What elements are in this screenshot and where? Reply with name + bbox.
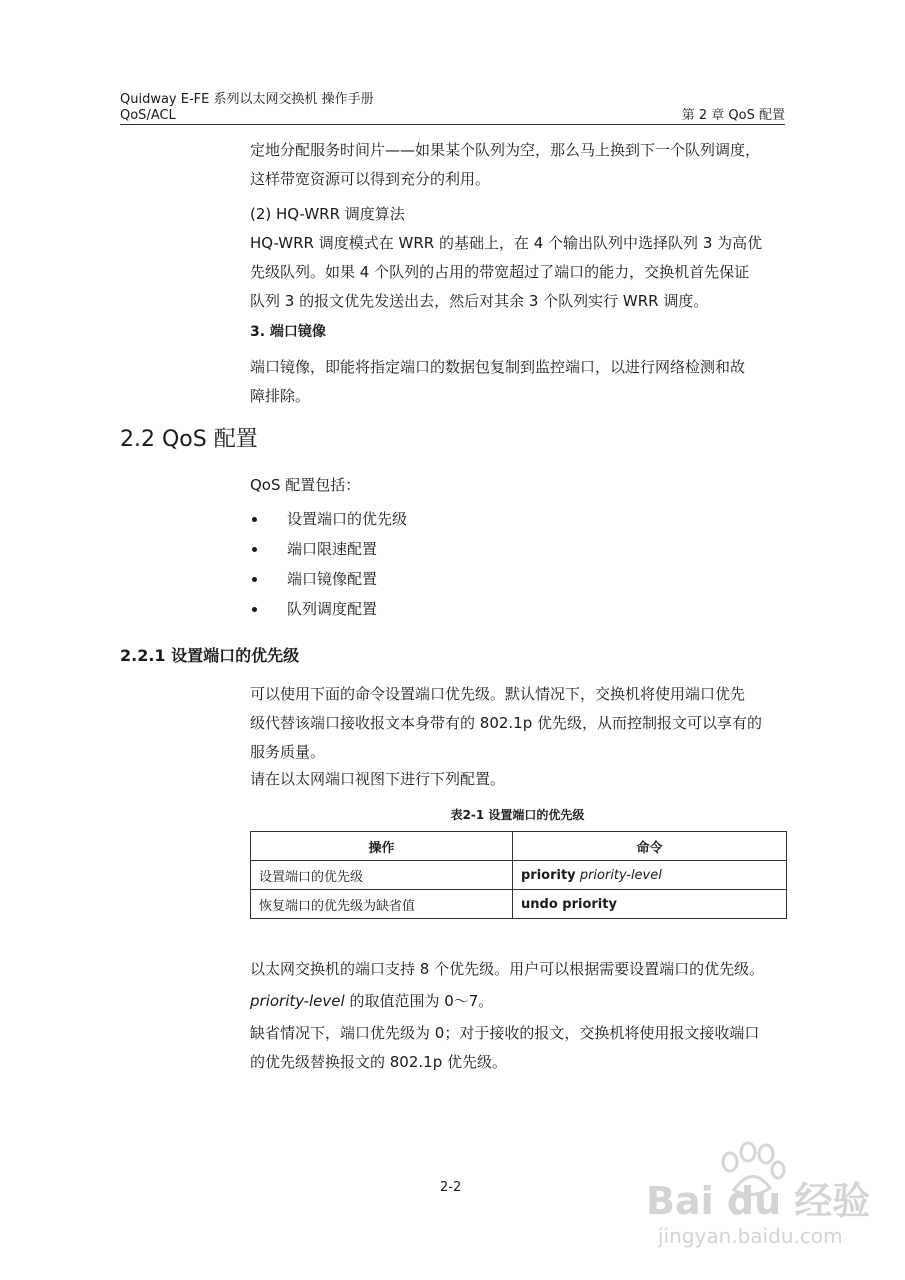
- paragraph-2-line-2: 先级队列。如果 4 个队列的占用的带宽超过了端口的能力，交换机首先保证: [250, 263, 750, 281]
- list-item: [250, 539, 377, 559]
- subsection-heading: 2.2.1 设置端口的优先级: [120, 646, 300, 665]
- paragraph-4-line-1: 可以使用下面的命令设置端口优先级。默认情况下，交换机将使用端口优先: [250, 685, 746, 703]
- paragraph-1-line-1: 定地分配服务时间片——如果某个队列为空，那么马上换到下一个队列调度，: [250, 141, 761, 159]
- section-heading: 2.2 QoS 配置: [120, 427, 258, 452]
- paragraph-2-line-1: HQ-WRR 调度模式在 WRR 的基础上，在 4 个输出队列中选择队列 3 为高优: [250, 234, 763, 252]
- watermark: [640, 1140, 880, 1260]
- table-header-command: 命令: [513, 832, 787, 861]
- command-keyword: priority: [521, 867, 576, 883]
- bullet-dot-icon: [252, 577, 257, 582]
- watermark-brand: Bai du 经验: [646, 1179, 871, 1223]
- paragraph-8-line-1: 缺省情况下，端口优先级为 0；对于接收的报文，交换机将使用报文接收端口: [250, 1024, 760, 1042]
- bullet-dot-icon: [252, 607, 257, 612]
- watermark-url: jingyan.baidu.com: [658, 1224, 843, 1248]
- paragraph-1-line-2: 这样带宽资源可以得到充分的利用。: [250, 170, 491, 188]
- paragraph-2-line-3: 队列 3 的报文优先发送出去，然后对其余 3 个队列实行 WRR 调度。: [250, 292, 709, 310]
- paragraph-5: 请在以太网端口视图下进行下列配置。: [250, 770, 506, 788]
- priority-table: [250, 831, 787, 919]
- list-item: [250, 599, 377, 619]
- command-argument: priority-level: [579, 867, 662, 883]
- paragraph-4-line-3: 服务质量。: [250, 743, 326, 761]
- paragraph-4-line-2: 级代替该端口接收报文本身带有的 802.1p 优先级，从而控制报文可以享有的: [250, 714, 763, 732]
- table-caption: 表2-1 设置端口的优先级: [450, 808, 585, 822]
- list-item: [250, 569, 377, 589]
- list-item-label: 端口限速配置: [287, 540, 378, 558]
- table-cell-command: [513, 890, 787, 919]
- table-cell-command: [513, 861, 787, 890]
- paragraph-3: [250, 353, 790, 411]
- paragraph-6: 以太网交换机的端口支持 8 个优先级。用户可以根据需要设置端口的优先级。: [250, 960, 765, 978]
- section-intro: QoS 配置包括：: [250, 476, 361, 494]
- table-header-row: [251, 832, 787, 861]
- paragraph-8: [250, 1019, 790, 1077]
- paragraph-3-line-2: 障排除。: [250, 387, 311, 405]
- table-row: [251, 890, 787, 919]
- table-cell-operation: 设置端口的优先级: [251, 861, 513, 890]
- list-item-label: 队列调度配置: [287, 600, 378, 618]
- paragraph-7-rest: 的取值范围为 0～7。: [344, 992, 494, 1010]
- paragraph-8-line-2: 的优先级替换报文的 802.1p 优先级。: [250, 1053, 508, 1071]
- paragraph-7: [250, 987, 790, 1016]
- paragraph-1: [250, 136, 790, 194]
- table-header-operation: 操作: [251, 832, 513, 861]
- header-title: Quidway E-FE 系列以太网交换机 操作手册: [120, 92, 374, 107]
- table-row: [251, 861, 787, 890]
- paragraph-4: [250, 680, 790, 767]
- table-cell-operation: 恢复端口的优先级为缺省值: [251, 890, 513, 919]
- header-chapter: 第 2 章 QoS 配置: [681, 108, 785, 123]
- bullet-dot-icon: [252, 517, 257, 522]
- list-item: [250, 509, 407, 529]
- paragraph-3-line-1: 端口镜像，即能将指定端口的数据包复制到监控端口，以进行网络检测和故: [250, 358, 746, 376]
- header-subtitle: QoS/ACL: [120, 108, 176, 123]
- list-item-label: 端口镜像配置: [287, 570, 378, 588]
- subheading-hq-wrr: (2) HQ-WRR 调度算法: [250, 205, 405, 223]
- page-number: 2-2: [440, 1180, 462, 1195]
- list-item-label: 设置端口的优先级: [287, 510, 408, 528]
- priority-level-term: priority-level: [250, 992, 345, 1010]
- bullet-dot-icon: [252, 547, 257, 552]
- command-keyword: undo priority: [521, 896, 617, 912]
- paragraph-2: [250, 229, 790, 316]
- subheading-port-mirror: 3. 端口镜像: [250, 324, 326, 340]
- header-rule: [120, 124, 785, 125]
